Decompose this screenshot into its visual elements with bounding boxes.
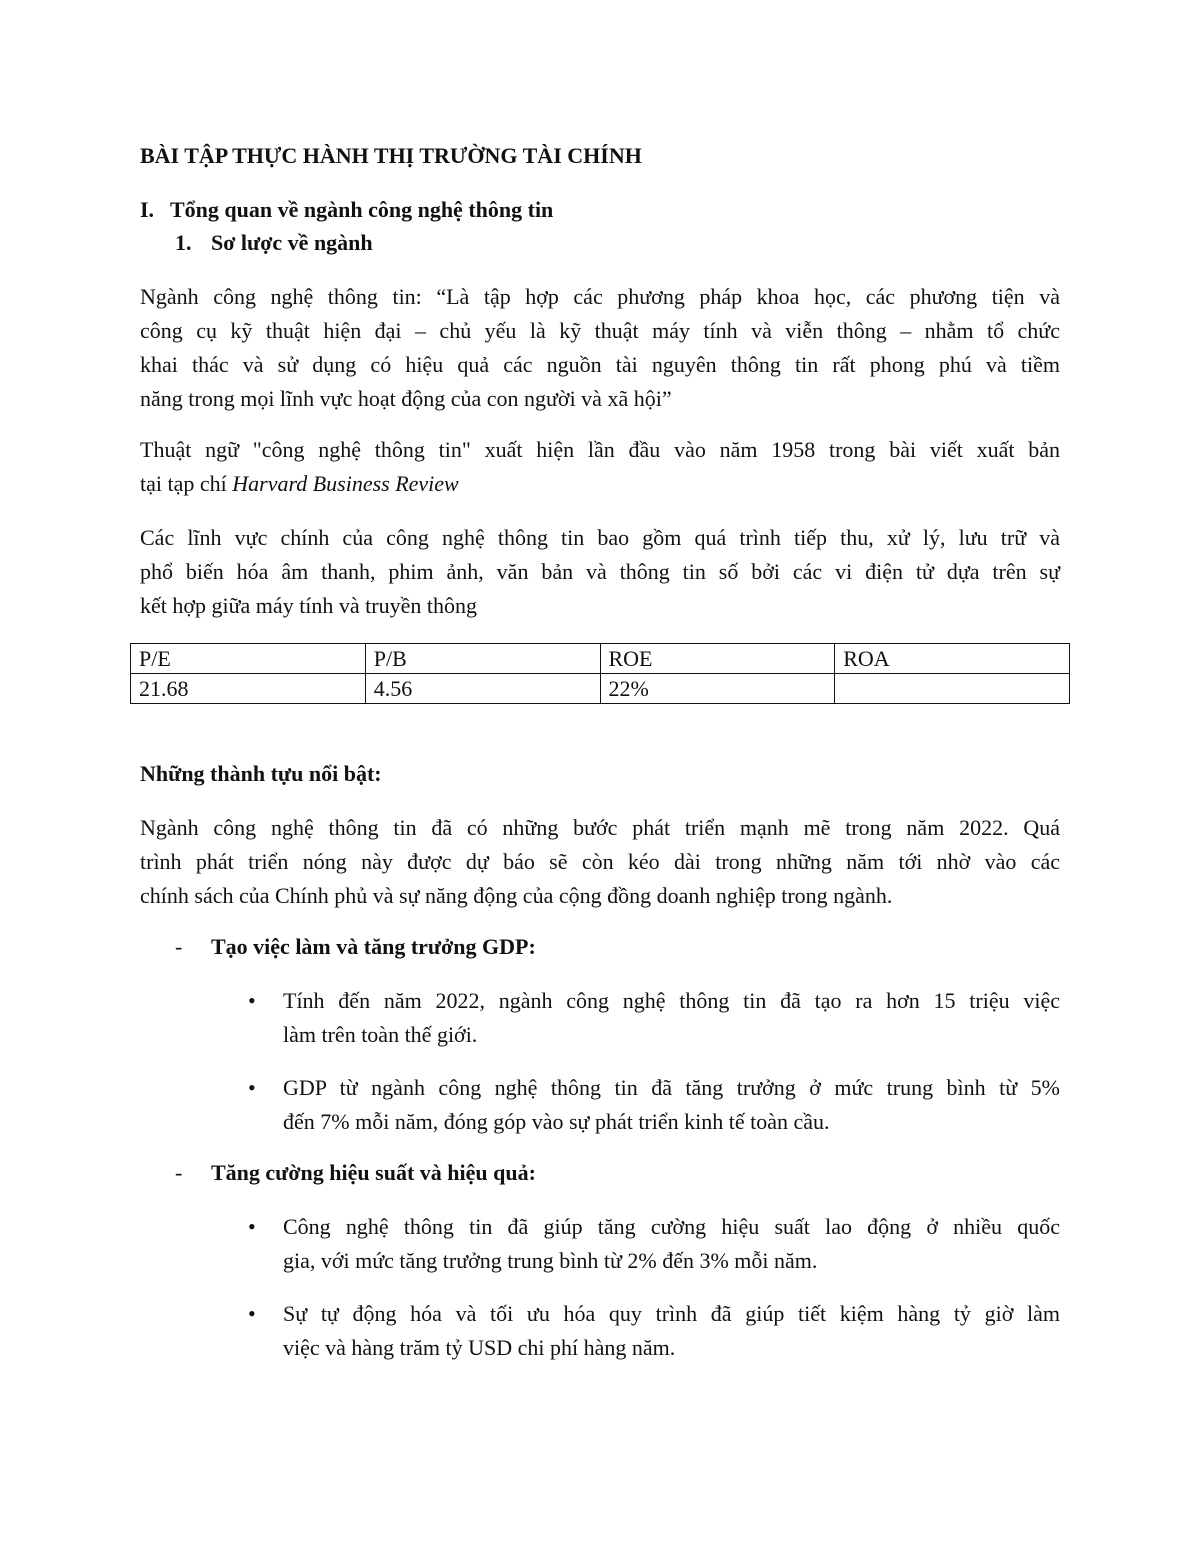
paragraph-line: trình phát triển nóng này được dự báo sẽ còn kéo dài trong những năm tới nhờ vào các (140, 849, 1060, 874)
paragraph-line: chính sách của Chính phủ và sự năng động của cộng đồng doanh nghiệp trong ngành. (140, 883, 893, 908)
table-cell: P/B (365, 644, 600, 674)
bullet-line: đến 7% mỗi năm, đóng góp vào sự phát triển kinh tế toàn cầu. (283, 1109, 830, 1134)
table-cell: 4.56 (365, 674, 600, 704)
table-header-row (131, 644, 1070, 674)
dash-list-item (175, 934, 536, 960)
table-cell: ROA (835, 644, 1070, 674)
section-heading (140, 197, 553, 223)
achievements-heading: Những thành tựu nổi bật: (140, 761, 382, 786)
section-title: Tổng quan về ngành công nghệ thông tin (170, 197, 554, 222)
table-cell: ROE (600, 644, 835, 674)
definition-paragraph (140, 280, 1060, 416)
paragraph-line: Thuật ngữ "công nghệ thông tin" xuất hiện lần đầu vào năm 1958 trong bài viết xuất bản (140, 437, 1060, 462)
metrics-table (130, 643, 1070, 704)
paragraph-line: kết hợp giữa máy tính và truyền thông (140, 593, 477, 618)
paragraph-line (140, 467, 1060, 501)
bullet-marker: • (248, 1214, 256, 1239)
table-row (131, 674, 1070, 704)
bullet-text (283, 1071, 1060, 1139)
bullet-list-item (248, 1210, 1060, 1278)
bullet-line: Sự tự động hóa và tối ưu hóa quy trình đã giúp tiết kiệm hàng tỷ giờ làm (283, 1301, 1060, 1326)
paragraph-line: Ngành công nghệ thông tin đã có những bước phát triển mạnh mẽ trong năm 2022. Quá (140, 815, 1060, 840)
history-paragraph (140, 433, 1060, 501)
table-cell: 21.68 (131, 674, 366, 704)
section-number: I. (140, 197, 155, 222)
text-prefix: tại tạp chí (140, 471, 233, 496)
subsection-number: 1. (175, 230, 192, 255)
bullet-marker: • (248, 1301, 256, 1326)
subsection-heading (175, 230, 373, 256)
journal-name: Harvard Business Review (232, 471, 459, 496)
list-item-label: Tăng cường hiệu suất và hiệu quả: (211, 1160, 536, 1185)
bullet-marker: • (248, 988, 256, 1013)
dash-marker: - (175, 934, 183, 959)
bullet-text (283, 1297, 1060, 1365)
bullet-text (283, 984, 1060, 1052)
paragraph-line: công cụ kỹ thuật hiện đại – chủ yếu là kỹ thuật máy tính và viễn thông – nhằm tổ chức (140, 318, 1060, 343)
table-cell (835, 674, 1070, 704)
bullet-line: Công nghệ thông tin đã giúp tăng cường hiệu suất lao động ở nhiều quốc (283, 1214, 1060, 1239)
bullet-list-item (248, 984, 1060, 1052)
subsection-title: Sơ lược về ngành (211, 230, 373, 255)
fields-paragraph (140, 521, 1060, 623)
dash-marker: - (175, 1160, 183, 1185)
bullet-line: Tính đến năm 2022, ngành công nghệ thông tin đã tạo ra hơn 15 triệu việc (283, 988, 1060, 1013)
paragraph-line: khai thác và sử dụng có hiệu quả các nguồn tài nguyên thông tin rất phong phú và tiềm (140, 352, 1060, 377)
paragraph-line: Ngành công nghệ thông tin: “Là tập hợp các phương pháp khoa học, các phương tiện và (140, 284, 1060, 309)
bullet-text (283, 1210, 1060, 1278)
dash-list-item (175, 1160, 536, 1186)
document-title: BÀI TẬP THỰC HÀNH THỊ TRƯỜNG TÀI CHÍNH (140, 143, 642, 168)
bullet-line: GDP từ ngành công nghệ thông tin đã tăng trưởng ở mức trung bình từ 5% (283, 1075, 1060, 1100)
bullet-line: gia, với mức tăng trưởng trung bình từ 2% đến 3% mỗi năm. (283, 1248, 818, 1273)
bullet-list-item (248, 1297, 1060, 1365)
development-paragraph (140, 811, 1060, 913)
table-cell: 22% (600, 674, 835, 704)
bullet-line: làm trên toàn thế giới. (283, 1022, 478, 1047)
paragraph-line: năng trong mọi lĩnh vực hoạt động của con người và xã hội” (140, 386, 672, 411)
bullet-marker: • (248, 1075, 256, 1100)
paragraph-line: phổ biến hóa âm thanh, phim ảnh, văn bản và thông tin số bởi các vi điện tử dựa trên sự (140, 559, 1060, 584)
bullet-list-item (248, 1071, 1060, 1139)
bullet-line: việc và hàng trăm tỷ USD chi phí hàng năm. (283, 1335, 676, 1360)
paragraph-line: Các lĩnh vực chính của công nghệ thông tin bao gồm quá trình tiếp thu, xử lý, lưu trữ và (140, 525, 1060, 550)
list-item-label: Tạo việc làm và tăng trưởng GDP: (211, 934, 536, 959)
table-cell: P/E (131, 644, 366, 674)
